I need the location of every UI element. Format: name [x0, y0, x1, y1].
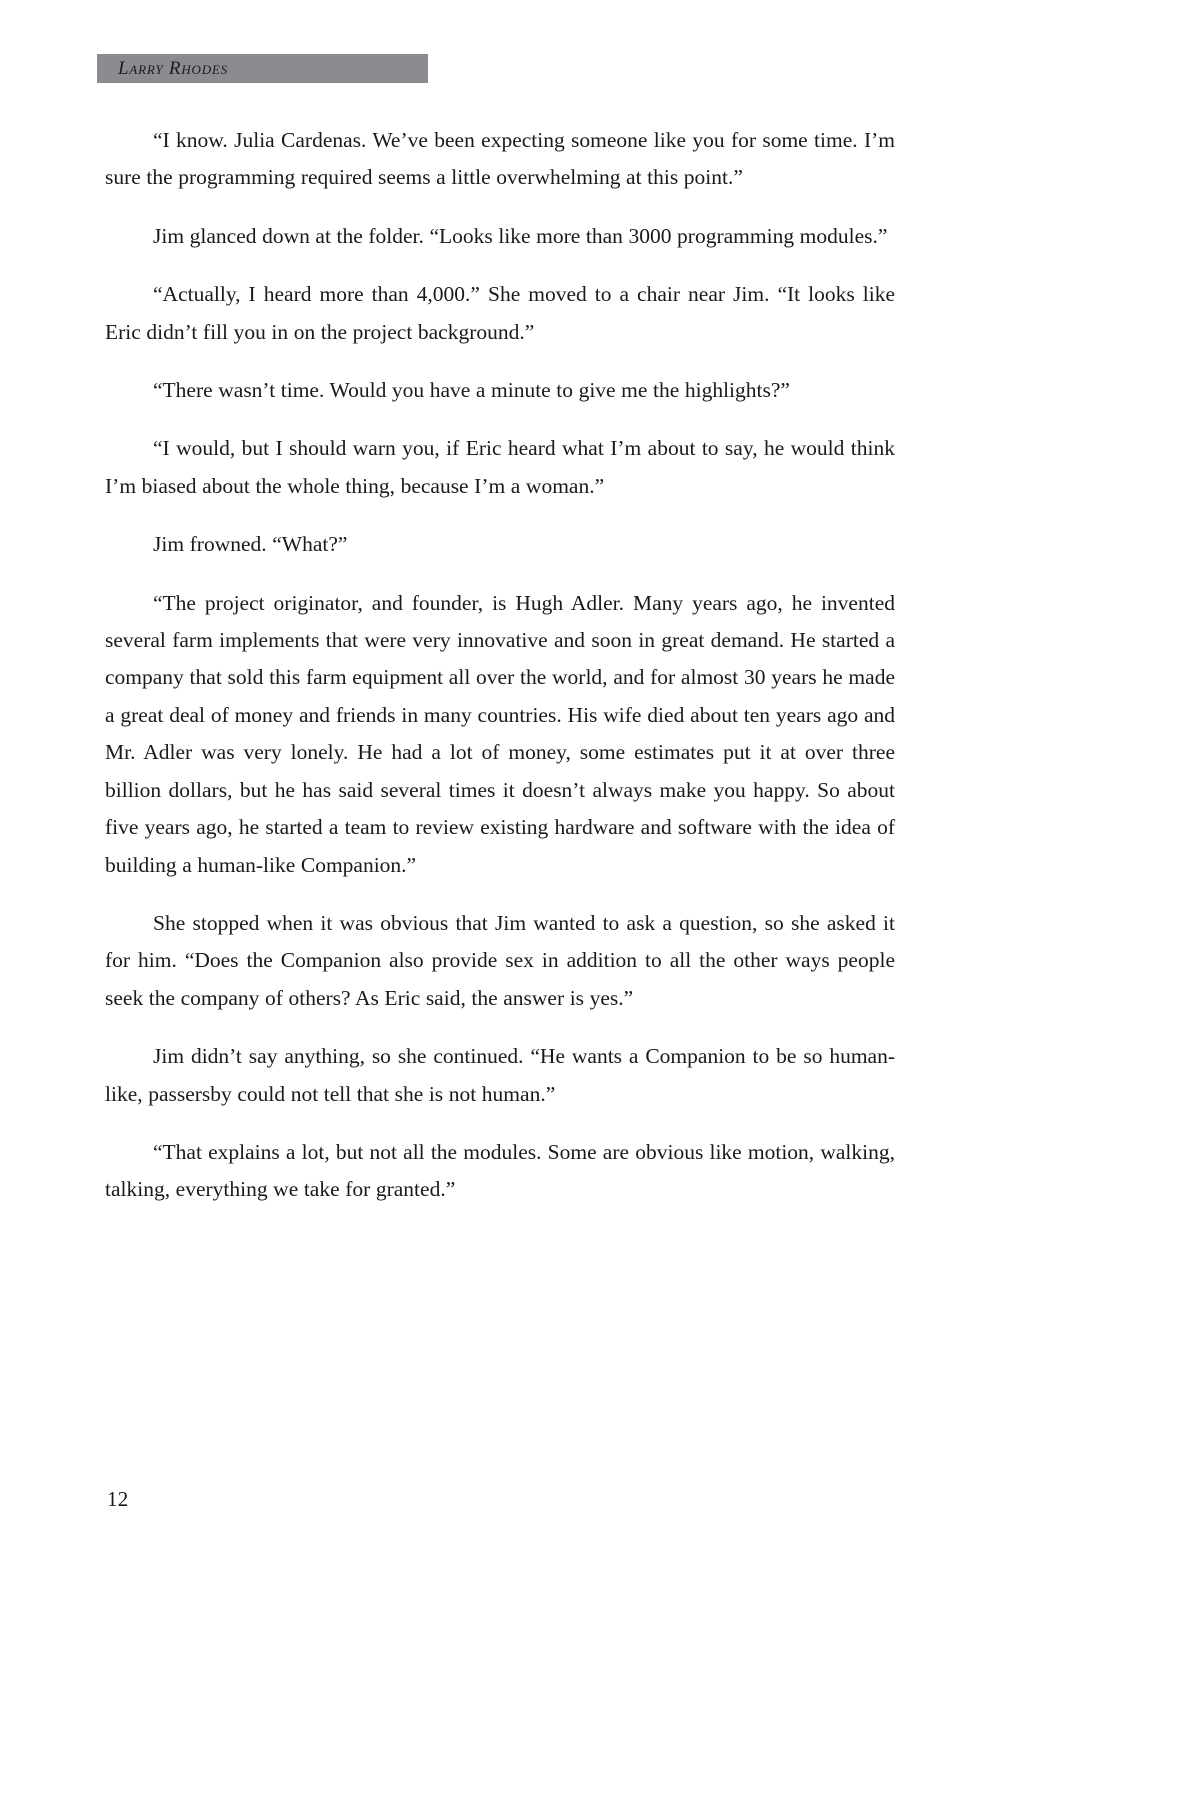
paragraph: “There wasn’t time. Would you have a minute to give me the highlights?” [153, 378, 790, 403]
paragraph: “I know. Julia Cardenas. We’ve been expecting someone like you for some time. I’m sure the programming required seems a little overwhelming at this point.” [105, 128, 895, 190]
running-head-band [97, 54, 428, 83]
paragraph: “I would, but I should warn you, if Eric heard what I’m about to say, he would think I’m biased about the whole thing, because I’m a woman.” [105, 436, 895, 498]
paragraph: “That explains a lot, but not all the modules. Some are obvious like motion, walking, talking, everything we take for granted.” [105, 1139, 895, 1202]
paragraph: She stopped when it was obvious that Jim wanted to ask a question, so she asked it for him. “Does the Companion also provide sex in addition to all the other ways people seek the company of others? As Eric said, the answer is yes.” [105, 910, 895, 1010]
running-head-author-name: Larry Rhodes [118, 58, 228, 79]
body-text-column [105, 122, 895, 1209]
page-number: 12 [107, 1487, 129, 1511]
paragraph: “The project originator, and founder, is Hugh Adler. Many years ago, he invented several farm implements that were very innovative and soon in great demand. He started a company that sold this farm equipment all over the world, and for almost 30 years he made a great deal of money and friends in many countries. His wife died about ten years ago and Mr. Adler was very lonely. He had a lot of money, some estimates put it at over three billion dollars, but he has said several times it doesn’t always make you happy. So about five years ago, he started a team to review existing hardware and software with the idea of building a human-like Companion.” [105, 590, 895, 877]
paragraph: “Actually, I heard more than 4,000.” She moved to a chair near Jim. “It looks like Eric didn’t fill you in on the project background.” [105, 282, 895, 344]
paragraph: Jim frowned. “What?” [153, 532, 348, 557]
paragraph: Jim glanced down at the folder. “Looks like more than 3000 programming modules.” [153, 223, 888, 248]
paragraph: Jim didn’t say anything, so she continued. “He wants a Companion to be so human-like, passersby could not tell that she is not human.” [105, 1044, 895, 1106]
